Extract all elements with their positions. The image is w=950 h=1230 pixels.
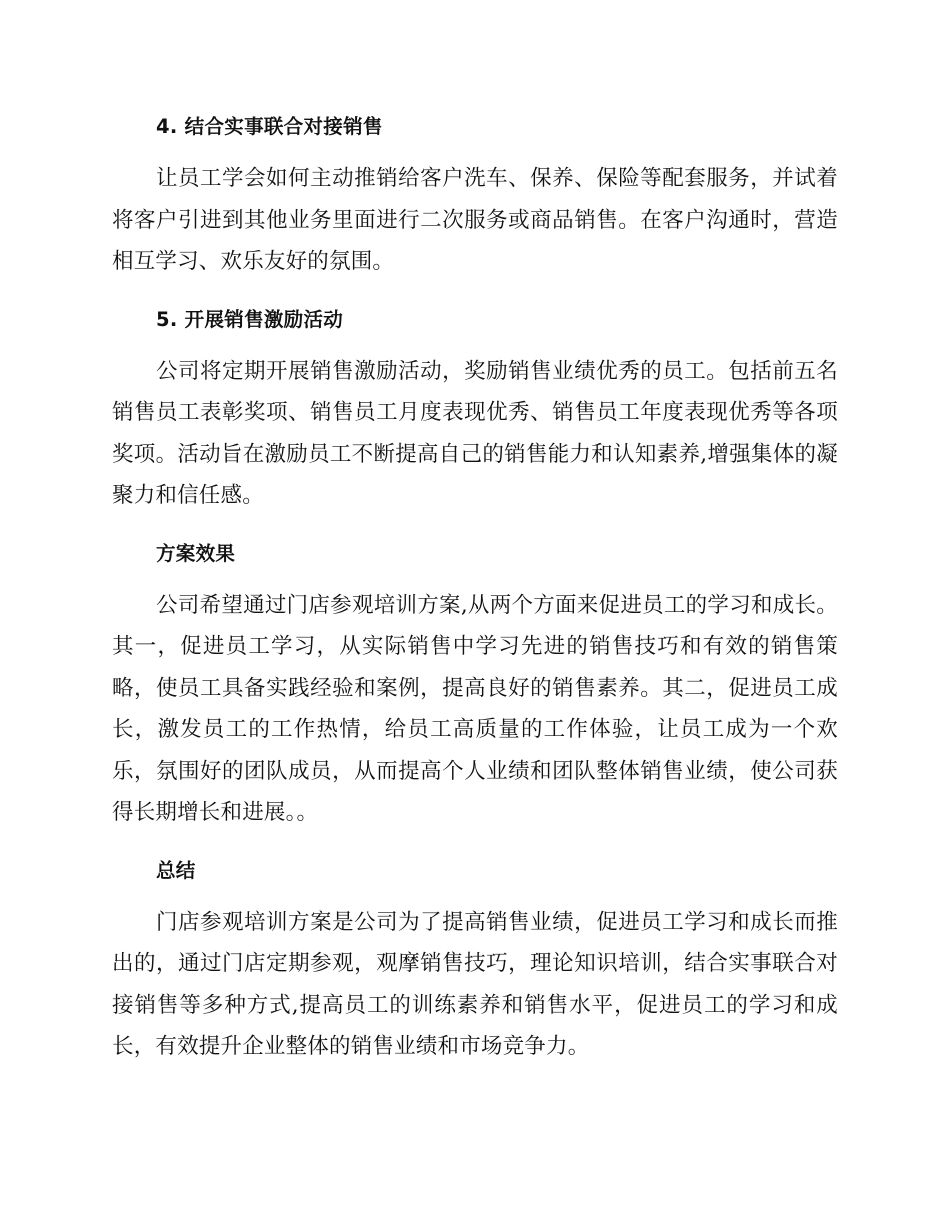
section-sales-incentive (112, 299, 838, 517)
section-heading: 方案效果 (156, 541, 236, 565)
section-heading: 4. 结合实事联合对接销售 (156, 115, 383, 138)
section-paragraph: 公司希望通过门店参观培训方案,从两个方面来促进员工的学习和成长。其一，促进员工学习，从实际销售中学习先进的销售技巧和有效的销售策略，使员工具备实践经验和案例，提高良好的销售素养。其二，促进员工成长，激发员工的工作热情，给员工高质量的工作体验，让员工成为一个欢乐，氛围好的团队成员，从而提高个人业绩和团队整体销售业绩，使公司获得长期增长和进展。。 (112, 592, 838, 825)
section-paragraph: 门店参观培训方案是公司为了提高销售业绩，促进员工学习和成长而推出的，通过门店定期参观，观摩销售技巧，理论知识培训，结合实事联合对接销售等多种方式,提高员工的训练素养和销售水平，促进员工的学习和成长，有效提升企业整体的销售业绩和市场竞争力。 (112, 909, 838, 1059)
document-body (112, 106, 838, 1084)
section-heading: 总结 (156, 858, 196, 882)
section-paragraph: 让员工学会如何主动推销给客户洗车、保养、保险等配套服务，并试着将客户引进到其他业务里面进行二次服务或商品销售。在客户沟通时，营造相互学习、欢乐友好的氛围。 (112, 166, 838, 274)
section-sales-integration (112, 106, 838, 283)
section-paragraph: 公司将定期开展销售激励活动，奖励销售业绩优秀的员工。包括前五名销售员工表彰奖项、销售员工月度表现优秀、销售员工年度表现优秀等各项奖项。活动旨在激励员工不断提高自己的销售能力和认知素养,增强集体的凝聚力和信任感。 (112, 358, 838, 508)
section-plan-effect (112, 533, 838, 834)
section-summary (112, 850, 838, 1068)
section-heading: 5. 开展销售激励活动 (156, 307, 344, 331)
